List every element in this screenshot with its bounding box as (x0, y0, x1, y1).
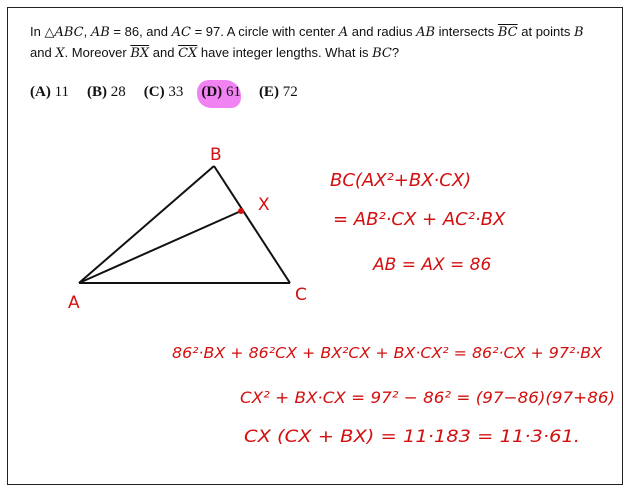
triangle-diagram (79, 166, 290, 283)
choice-d[interactable]: (D) 61 (201, 84, 241, 101)
choice-a[interactable]: (A) 11 (30, 84, 70, 100)
work-line-6: CX (CX + BX) = 11·183 = 11·3·61. (244, 427, 580, 447)
work-line-4: 86²·BX + 86²CX + BX²CX + BX·CX² = 86²·CX + 97²·BX (172, 344, 603, 362)
point-x (238, 208, 244, 214)
choice-e[interactable]: (E) 72 (258, 84, 298, 100)
side-bc (214, 166, 290, 283)
work-line-2: = AB²·CX + AC²·BX (333, 209, 506, 230)
choice-b[interactable]: (B) 28 (87, 84, 126, 100)
label-a: A (68, 293, 80, 313)
choice-c[interactable]: (C) 33 (143, 84, 184, 100)
label-x: X (258, 195, 270, 215)
work-line-3: AB = AX = 86 (373, 255, 492, 275)
label-b: B (210, 145, 222, 165)
problem-statement: In △ABC, AB = 86, and AC = 97. A circle with center A and radius AB intersects $\overline{BC}$ at points B and X. Moreover $\overline{BX}$ and $\overline{CX}$ have integer lengths. What is BC? (30, 24, 584, 61)
segment-ax (79, 211, 241, 283)
side-ab (79, 166, 214, 283)
work-line-5: CX² + BX·CX = 97² − 86² = (97−86)(97+86) (240, 388, 615, 407)
work-line-1: BC(AX²+BX·CX) (330, 170, 472, 191)
label-c: C (295, 285, 307, 305)
